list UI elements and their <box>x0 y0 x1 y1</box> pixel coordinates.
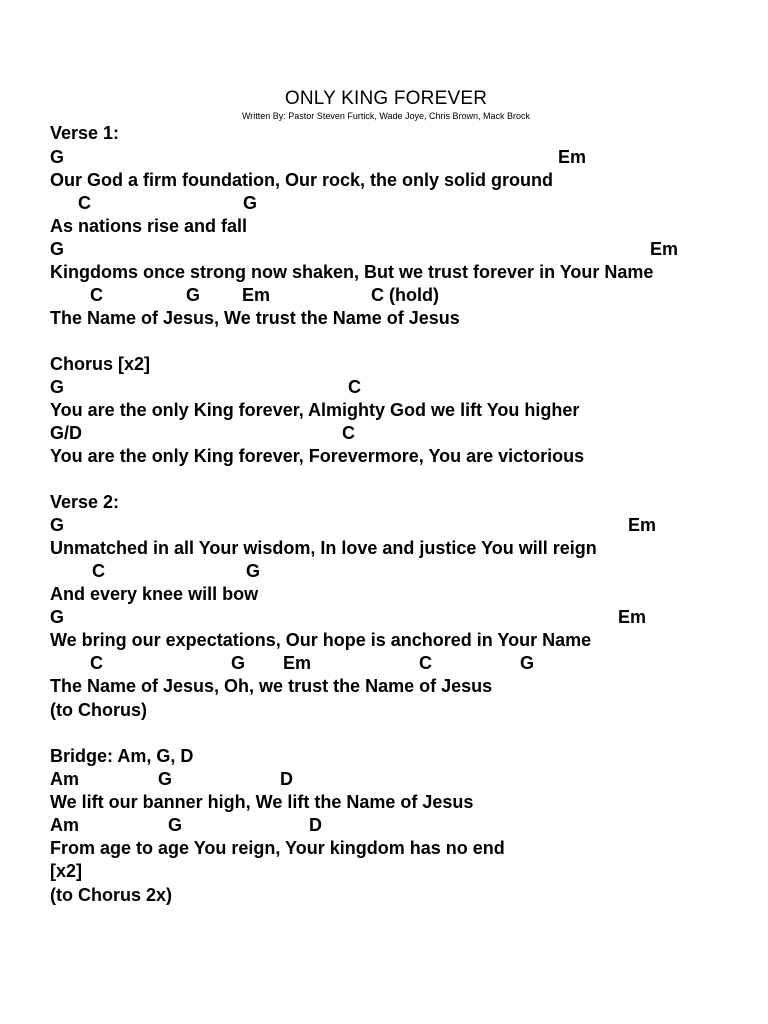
chord: C <box>419 653 432 673</box>
chord: Am <box>50 815 80 835</box>
verse-2-heading: Verse 2: <box>50 492 120 512</box>
lyric-line: As nations rise and fall <box>50 216 248 236</box>
chord: Em <box>628 515 657 535</box>
repeat-marker: [x2] <box>50 861 83 881</box>
chord: Em <box>618 607 647 627</box>
lyric-line: We lift our banner high, We lift the Name of Jesus <box>50 792 474 812</box>
chord: Em <box>558 147 587 167</box>
to-chorus-note: (to Chorus 2x) <box>50 885 173 905</box>
lyric-line: Unmatched in all Your wisdom, In love and justice You will reign <box>50 538 597 558</box>
chord: C <box>78 193 91 213</box>
verse-1-heading: Verse 1: <box>50 123 120 143</box>
chord: G <box>50 607 65 627</box>
chord-line <box>50 652 750 674</box>
chord-line <box>50 606 750 628</box>
chord-line <box>50 238 750 260</box>
chord: C <box>90 285 103 305</box>
lyric-line: You are the only King forever, Almighty God we lift You higher <box>50 400 580 420</box>
lyric-line: From age to age You reign, Your kingdom has no end <box>50 838 505 858</box>
bridge-heading: Bridge: Am, G, D <box>50 746 194 766</box>
chord: G <box>50 515 65 535</box>
chord-line <box>50 814 750 836</box>
chord: G <box>50 147 65 167</box>
lyric-line: The Name of Jesus, Oh, we trust the Name of Jesus <box>50 676 493 696</box>
chord-line <box>50 514 750 536</box>
chord: G <box>158 769 173 789</box>
chord: D <box>280 769 293 789</box>
chord: G <box>186 285 201 305</box>
chord: C <box>92 561 105 581</box>
chord: G/D <box>50 423 83 443</box>
chord: C <box>342 423 355 443</box>
lyric-line: We bring our expectations, Our hope is anchored in Your Name <box>50 630 592 650</box>
chord-line <box>50 376 750 398</box>
chord: G <box>246 561 261 581</box>
chord: Em <box>283 653 312 673</box>
chord-line <box>50 422 750 444</box>
chorus-heading: Chorus [x2] <box>50 354 151 374</box>
chord: G <box>231 653 246 673</box>
chord: G <box>243 193 258 213</box>
chord: Em <box>242 285 271 305</box>
lyric-line: You are the only King forever, Forevermore, You are victorious <box>50 446 585 466</box>
chord: G <box>520 653 535 673</box>
chord-line <box>50 284 750 306</box>
chord: G <box>50 377 65 397</box>
chord: G <box>50 239 65 259</box>
chord: G <box>168 815 183 835</box>
chord: Am <box>50 769 80 789</box>
chord-line <box>50 146 750 168</box>
song-credits: Written By: Pastor Steven Furtick, Wade Joye, Chris Brown, Mack Brock <box>241 111 531 121</box>
lyric-line: Our God a firm foundation, Our rock, the only solid ground <box>50 170 553 190</box>
chord: C <box>348 377 361 397</box>
song-title: ONLY KING FOREVER <box>284 88 488 109</box>
chord: C (hold) <box>371 285 439 305</box>
lyric-line: And every knee will bow <box>50 584 259 604</box>
chord-line <box>50 768 750 790</box>
to-chorus-note: (to Chorus) <box>50 700 147 720</box>
chord: D <box>309 815 322 835</box>
chord-line <box>50 192 750 214</box>
chord: Em <box>650 239 679 259</box>
chord: C <box>90 653 103 673</box>
lyric-line: Kingdoms once strong now shaken, But we trust forever in Your Name <box>50 262 654 282</box>
lyric-line: The Name of Jesus, We trust the Name of Jesus <box>50 308 460 328</box>
chord-line <box>50 560 750 582</box>
